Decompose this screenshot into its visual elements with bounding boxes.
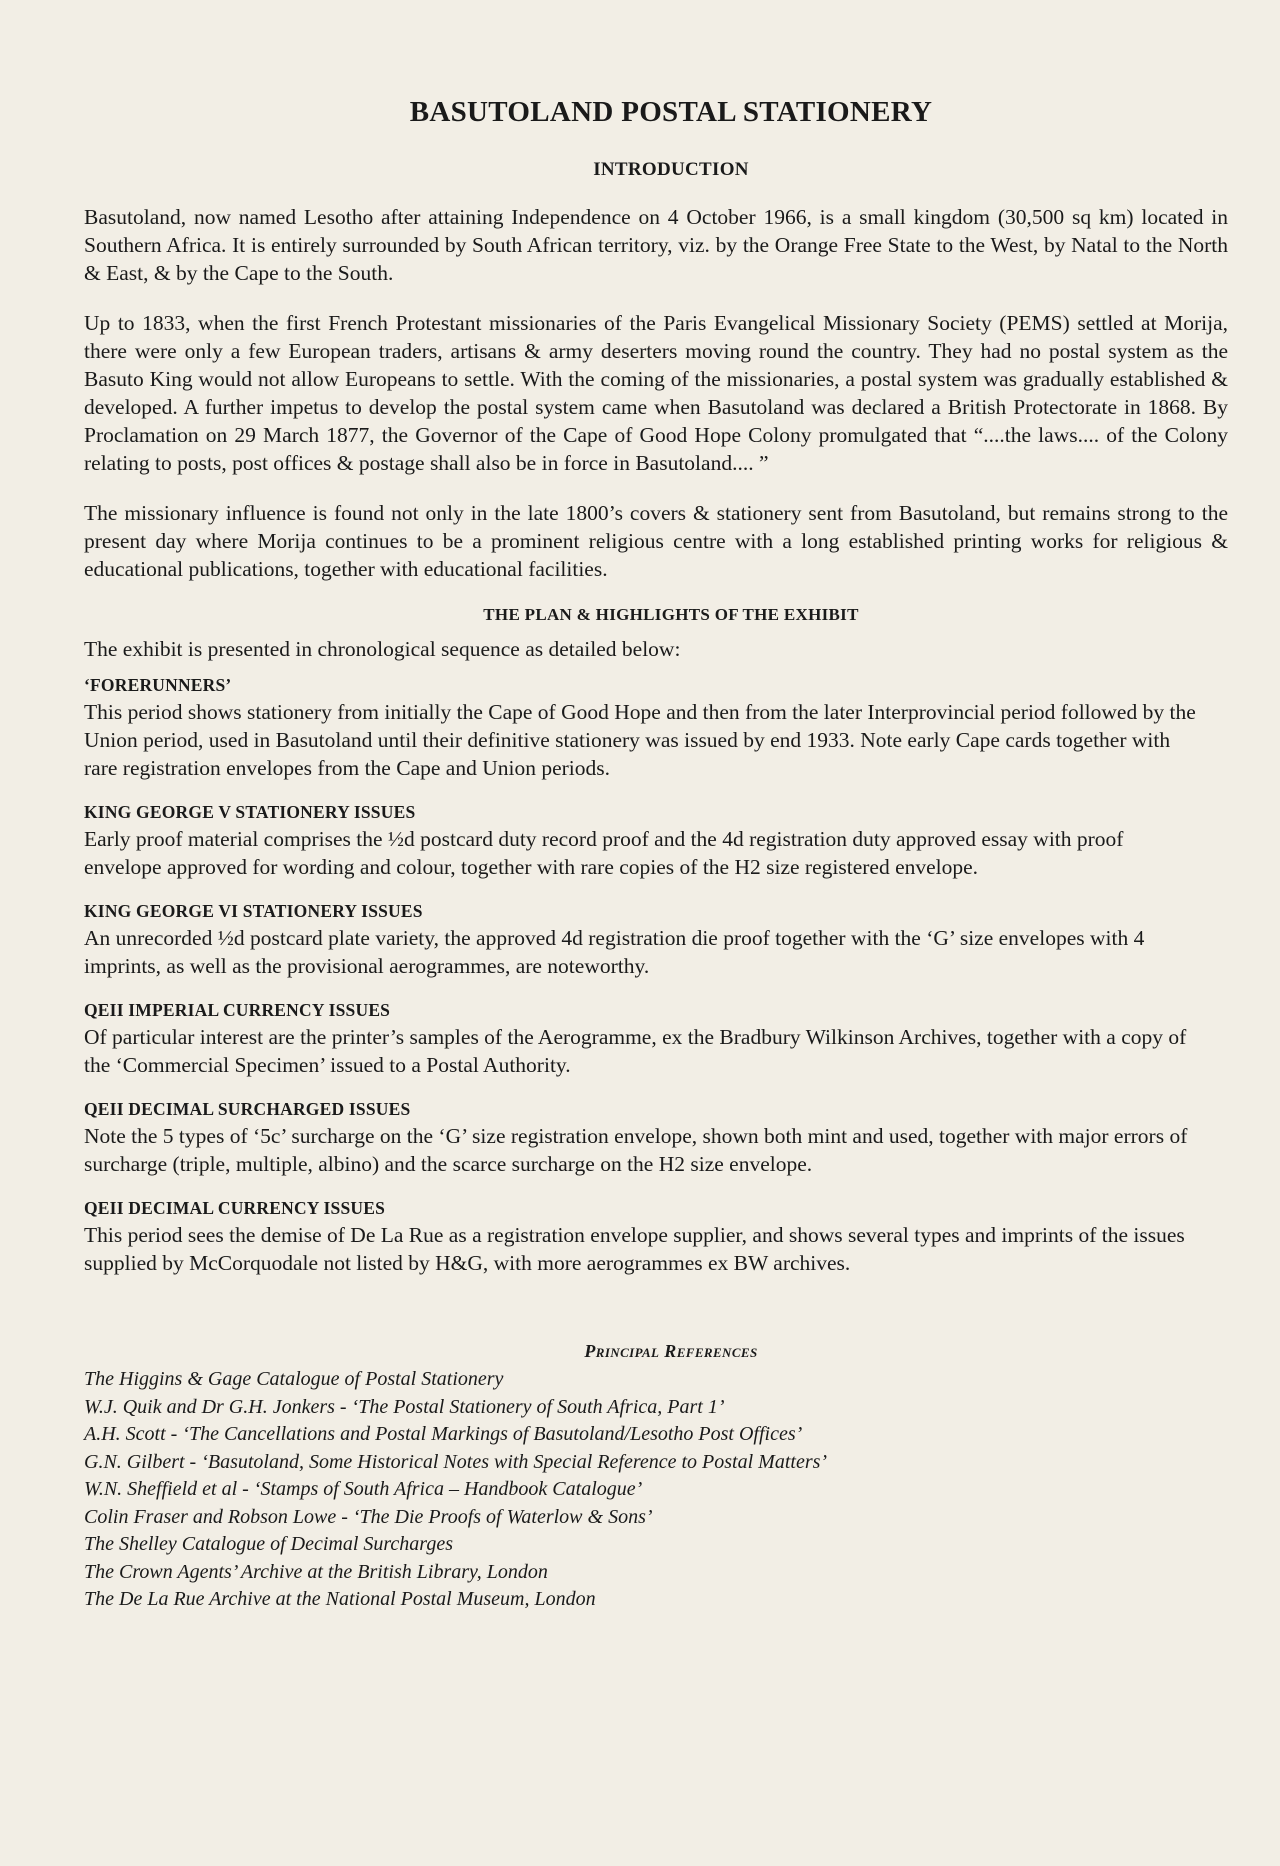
period-qeii-decimal-surcharged: [84, 1099, 1228, 1178]
period-heading: KING GEORGE VI STATIONERY ISSUES: [84, 901, 423, 921]
introduction-paragraph-2: Up to 1833, when the first French Protestant missionaries of the Paris Evangelical Missionary Society (PEMS) settled at Morija, there were only a few European traders, artisans & army deserters moving round the country. They had no postal system as the Basuto King would not allow Europeans to settle. With the coming of the missionaries, a postal system was gradually established & developed. A further impetus to develop the postal system came when Basutoland was declared a British Protectorate in 1868. By Proclamation on 29 March 1877, the Governor of the Cape of Good Hope Colony promulgated that “....the laws.... of the Colony relating to posts, post offices & postage shall also be in force in Basutoland.... ”: [84, 311, 1228, 475]
references-heading: Principal References: [584, 1341, 758, 1361]
plan-intro: The exhibit is presented in chronological sequence as detailed below:: [84, 637, 681, 661]
introduction-section: [84, 159, 1228, 583]
reference-item: The Shelley Catalogue of Decimal Surcharges: [84, 1533, 454, 1555]
introduction-heading: INTRODUCTION: [593, 159, 749, 180]
period-text: Early proof material comprises the ½d postcard duty record proof and the 4d registration duty approved essay with proof envelope approved for wording and colour, together with rare copies of the H2 size registered envelope.: [84, 827, 1124, 879]
period-text: This period sees the demise of De La Rue as a registration envelope supplier, and shows several types and imprints of the issues supplied by McCorquodale not listed by H&G, with more aerogrammes ex BW archives.: [84, 1223, 1185, 1275]
reference-item: G.N. Gilbert - ‘Basutoland, Some Historical Notes with Special Reference to Postal Matters’: [84, 1450, 828, 1473]
period-forerunners: [84, 675, 1228, 782]
period-king-george-v: [84, 802, 1228, 881]
plan-section: [84, 605, 1228, 1277]
period-heading: KING GEORGE V STATIONERY ISSUES: [84, 802, 416, 822]
reference-item: The Crown Agents’ Archive at the British Library, London: [84, 1560, 548, 1583]
period-text: Note the 5 types of ‘5c’ surcharge on the ‘G’ size registration envelope, shown both mint and used, together with major errors of surcharge (triple, multiple, albino) and the scarce surcharge on the H2 size envelope.: [84, 1124, 1188, 1176]
reference-item: A.H. Scott - ‘The Cancellations and Postal Markings of Basutoland/Lesotho Post Offices’: [84, 1423, 803, 1445]
period-text: An unrecorded ½d postcard plate variety, the approved 4d registration die proof together with the ‘G’ size envelopes with 4 imprints, as well as the provisional aerogrammes, are noteworthy.: [84, 926, 1145, 978]
reference-item: Colin Fraser and Robson Lowe - ‘The Die Proofs of Waterlow & Sons’: [84, 1505, 653, 1528]
period-heading: QEII IMPERIAL CURRENCY ISSUES: [84, 1000, 391, 1020]
page-title: BASUTOLAND POSTAL STATIONERY: [409, 96, 933, 128]
period-heading: ‘FORERUNNERS’: [84, 675, 232, 695]
reference-item: The De La Rue Archive at the National Postal Museum, London: [84, 1588, 596, 1610]
introduction-paragraph-3: The missionary influence is found not only in the late 1800’s covers & stationery sent from Basutoland, but remains strong to the present day where Morija continues to be a prominent religious centre with a long established printing works for religious & educational publications, together with educational facilities.: [84, 501, 1228, 581]
reference-item: W.J. Quik and Dr G.H. Jonkers - ‘The Postal Stationery of South Africa, Part 1’: [84, 1395, 725, 1418]
period-qeii-decimal-currency: [84, 1198, 1228, 1277]
plan-heading: THE PLAN & HIGHLIGHTS OF THE EXHIBIT: [483, 605, 859, 624]
period-heading: QEII DECIMAL SURCHARGED ISSUES: [84, 1099, 411, 1119]
period-king-george-vi: [84, 901, 1228, 980]
reference-item: The Higgins & Gage Catalogue of Postal Stationery: [84, 1368, 504, 1390]
period-text: This period shows stationery from initially the Cape of Good Hope and then from the later Interprovincial period followed by the Union period, used in Basutoland until their definitive stationery was issued by end 1933. Note early Cape cards together with rare registration envelopes from the Cape and Union periods.: [84, 700, 1196, 780]
period-text: Of particular interest are the printer’s samples of the Aerogramme, ex the Bradbury Wilkinson Archives, together with a copy of the ‘Commercial Specimen’ issued to a Postal Authority.: [84, 1025, 1187, 1077]
period-heading: QEII DECIMAL CURRENCY ISSUES: [84, 1198, 386, 1218]
reference-item: W.N. Sheffield et al - ‘Stamps of South Africa – Handbook Catalogue’: [84, 1478, 643, 1500]
references-section: [84, 1341, 1228, 1614]
introduction-paragraph-1: Basutoland, now named Lesotho after attaining Independence on 4 October 1966, is a small kingdom (30,500 sq km) located in Southern Africa. It is entirely surrounded by South African territory, viz. by the Orange Free State to the West, by Natal to the North & East, & by the Cape to the South.: [84, 205, 1228, 285]
period-qeii-imperial-currency: [84, 1000, 1228, 1079]
